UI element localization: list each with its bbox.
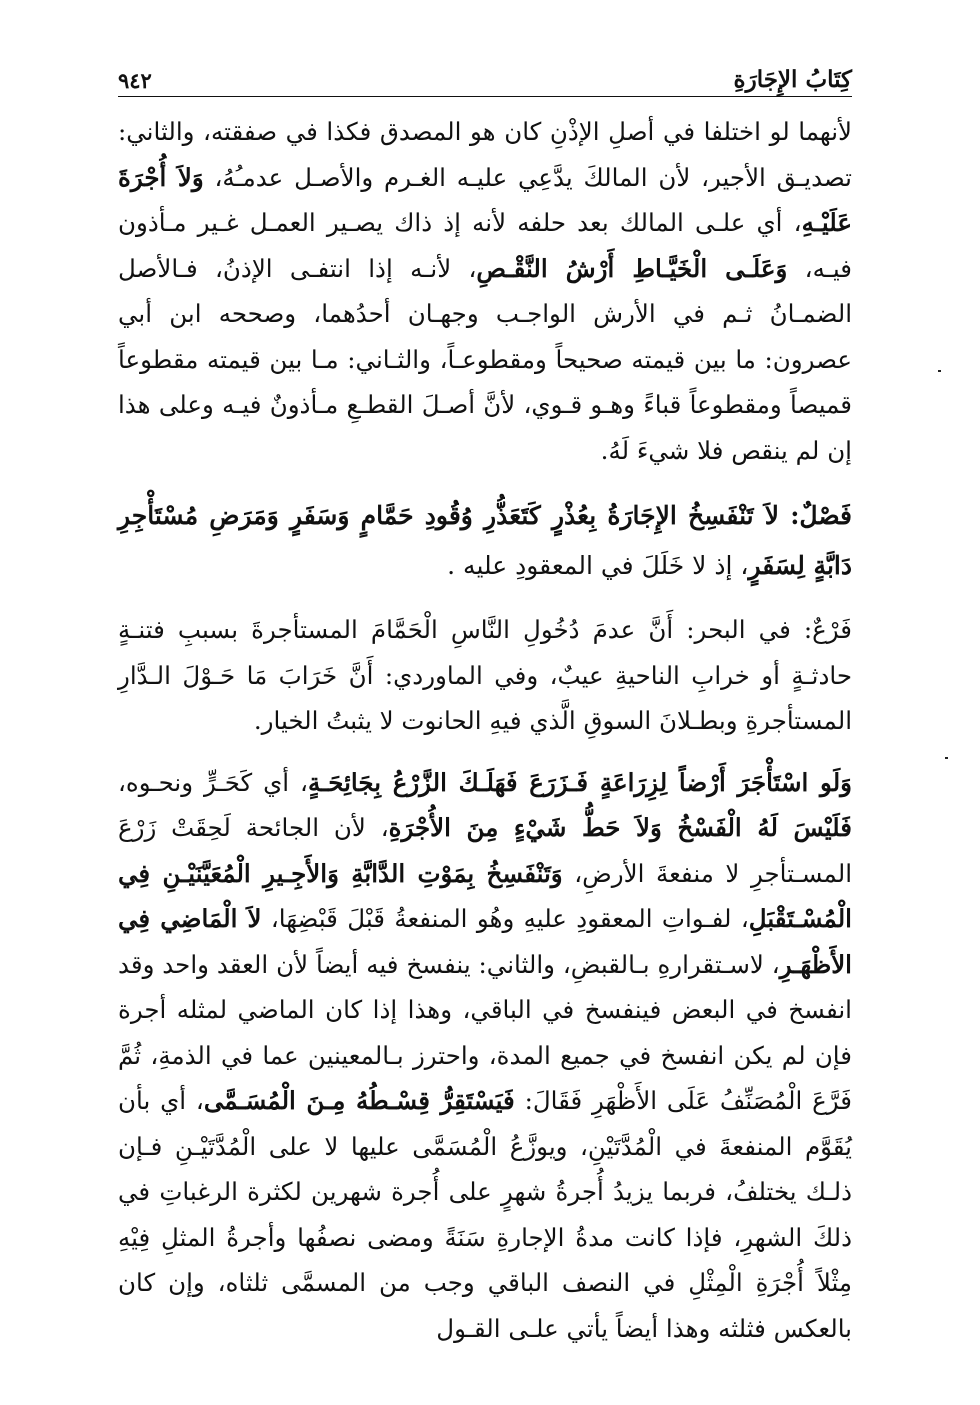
book-title: كِتَابُ الإِجَارَةِ: [733, 66, 852, 93]
paragraph-p1: [118, 109, 852, 473]
matn-segment: لاَ الْمَاضِي فِي الأَظْهَـرِ: [118, 904, 852, 979]
text-segment: ، لأن الجائحة لَحِقَتْ زَرْعَ المسـتأجرِ لا منفعةَ الأرضِ،: [118, 813, 852, 888]
text-segment: ، أي بأن يُقَوَّم المنفعةَ في الْمُدَّتَيْنِ، ويوزَّعُ الْمُسَمَّى عليها لا على الْمُدَّتَيْـنِ فـإن ذلـك يختلفُ، فربما يزيدُ أُجرةُ شهرٍ على أُجرة شهرين لكثرة الرغباتِ في ذلكَ الشهرِ، فإذا كانت مدةُ الإجارةِ سَنَةً ومضى نصفُها وأجرةُ المثلِ فِيْهِ مِثْلاً أُجْرَةِ الْمِثْلِ في النصف الباقي وجب من المسمَّى ثلثاه، وإن كان بالعكس فثلثه وهذا أيضاً يأتي علـى القـول: [118, 1086, 852, 1343]
text-segment: ، لفـواتِ المعقودِ عليهِ وهُو المنفعةُ قَبْلَ قَبْضِهَا،: [261, 904, 749, 933]
page-body: [118, 109, 852, 1351]
matn-segment: فَيَسْتَقِرُّ قِسْـطُهُ مِـنَ الْمُسَـمَّى: [203, 1086, 515, 1115]
text-segment: ، لاسـتقرارهِ بـالقبضِ، والثاني: ينفسخ فيه أيضاً لأن العقد واحد وقد انفسخ في البعض فينفسخ في الباقي، وهذا إذا كان الماضي لمثله أجرة فإن لم يكن انفسخ في جميع المدة، واحترز بـالمعينين عما في الذمةِ، ثُمَّ فَرَّعَ الْمُصَنِّفُ عَلَى الأَظْهَرِ فَقَالَ:: [118, 949, 852, 1115]
scan-speck: [945, 757, 948, 759]
text-segment: فَرْعٌ: في البحر: أَنَّ عدمَ دُخُولِ النَّاسِ الْحَمَّامَ المستأجرةَ بسببِ فتنـةٍ حادثـةٍ أو خرابِ الناحيةِ عيبٌ، وفي الماوردي: أَنَّ خَرَابَ مَا حَـوْلَ الـدَّارِ المستأجرةِ وبطـلانَ السوقِ الَّذي فيهِ الحانوت لا يثبتُ الخيار.: [118, 615, 852, 735]
scan-speck: [938, 370, 941, 372]
matn-segment: وَلَو اسْتَأْجَرَ أَرْضاً لِزِرَاعَةٍ فَـزَرَعَ فَهَلَـكَ الزَّرْعُ بِجَائِحَـةٍ: [307, 767, 852, 797]
paragraph-far3: [118, 607, 852, 744]
text-segment: ، أي علـى المالك بعد حلفه لأنه إذ ذاك يصـير العمـل غـير مـأذون فيـه،: [118, 208, 852, 283]
page-number: ٩٤٢: [118, 68, 152, 93]
matn-segment: وَعَلَـى الْخَيَّـاطِ أَرْشُ النَّقْـصِ: [476, 253, 788, 283]
page-header: [118, 60, 852, 97]
matn-segment: وَلاَ أُجْرَةَ عَلَيْـهِ: [118, 162, 852, 237]
section-heading-paragraph: [118, 491, 852, 591]
text-segment: ، إذ لا خَلَلَ في المعقودِ عليه .: [447, 551, 749, 580]
text-segment: لأنهما لو اختلفا في أصلِ الإذْنِ كان هو المصدق فكذا في صفقته، والثاني: تصديـق الأجير، لأن المالكَ يدَّعِي عليـه الغـرم والأصـل عدمـُهُ،: [118, 117, 852, 192]
text-segment: ، لأنـه إذا انتفـى الإذنُ، فـالأصل الضمـانُ ثـم في الأرش الواجـب وجهـان أحدُهما، وصححه ابن أبي عصرون: ما بين قيمته صحيحاً ومقطوعـاً، والثـاني: مـا بين قيمته مقطوعاً قميصاً ومقطوعاً قباءً وهـو قـوي، لأنَّ أصـلَ القطـعِ مـأذونٌ فيـه وعلى هذا إن لم ينقص فلا شيءَ لَهُ.: [118, 253, 852, 465]
matn-segment: وَتَنْفَسِخُ بِمَوْتِ الدَّابَّةِ وَالأَجِـيرِ الْمُعَيَّنَيْـنِ فِي الْمُسْـتَقْبَلِ: [118, 858, 852, 933]
matn-segment: فَلَيْسَ لَهُ الْفَسْخُ وَلاَ حَطُّ شَيْءٍ مِنَ الأُجْرَةِ: [388, 813, 852, 842]
section-heading: فَصْلٌ: لاَ تَنْفَسِخُ الإِجَارَةُ بِعُذْرٍ كَتَعَذُّرِ وُقُودِ حَمَّامٍ وَسَفَرٍ وَمَرَضِ مُسْتَأْجِرِ دَابَّةٍ لِسَفَرٍ: [118, 501, 852, 580]
text-segment: ، أي كَحَـرٍّ ونحـوه،: [118, 767, 308, 797]
paragraph-p4: [118, 760, 852, 1352]
